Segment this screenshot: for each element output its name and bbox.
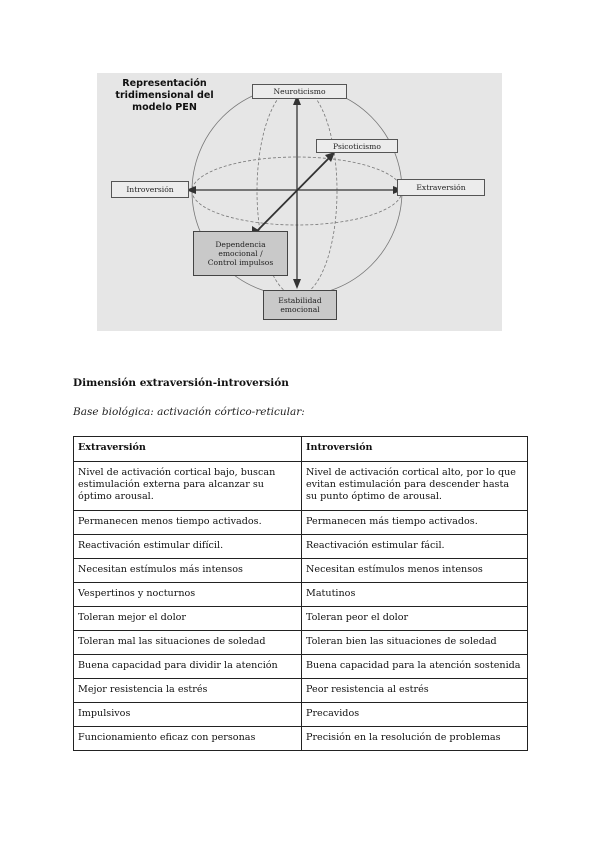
table-row — [74, 655, 528, 679]
table-row — [74, 559, 528, 583]
table-header-row — [74, 437, 528, 462]
label-emotional-dependence: Dependencia emocional / Control impulsos — [193, 231, 288, 276]
cell-extraversion: Toleran mal las situaciones de soledad — [74, 631, 302, 655]
cell-introversion: Precisión en la resolución de problemas — [302, 727, 528, 751]
cell-introversion: Buena capacidad para la atención sostenida — [302, 655, 528, 679]
table-row — [74, 607, 528, 631]
comparison-table — [73, 436, 528, 751]
cell-extraversion: Permanecen menos tiempo activados. — [74, 511, 302, 535]
header-introversion: Introversión — [302, 437, 528, 462]
figure-title: Representación tridimensional del modelo PEN — [115, 78, 214, 113]
cell-introversion: Nivel de activación cortical alto, por lo que evitan estimulación para descender hasta su punto óptimo de arousal. — [302, 462, 528, 511]
cell-introversion: Precavidos — [302, 703, 528, 727]
table-row — [74, 462, 528, 511]
cell-introversion: Toleran bien las situaciones de soledad — [302, 631, 528, 655]
table-row — [74, 703, 528, 727]
table-row — [74, 679, 528, 703]
cell-introversion: Matutinos — [302, 583, 528, 607]
cell-introversion: Toleran peor el dolor — [302, 607, 528, 631]
cell-extraversion: Buena capacidad para dividir la atención — [74, 655, 302, 679]
cell-introversion: Necesitan estímulos menos intensos — [302, 559, 528, 583]
section-subtitle: Base biológica: activación córtico-reticular: — [73, 406, 305, 418]
table-row — [74, 631, 528, 655]
pen-model-figure — [97, 73, 502, 331]
header-extraversion: Extraversión — [74, 437, 302, 462]
cell-extraversion: Necesitan estímulos más intensos — [74, 559, 302, 583]
cell-extraversion: Mejor resistencia la estrés — [74, 679, 302, 703]
label-emotional-stability: Estabilidad emocional — [263, 290, 337, 320]
table-row — [74, 583, 528, 607]
cell-extraversion: Vespertinos y nocturnos — [74, 583, 302, 607]
cell-extraversion: Reactivación estimular difícil. — [74, 535, 302, 559]
cell-introversion: Permanecen más tiempo activados. — [302, 511, 528, 535]
label-psychoticism: Psicoticismo — [316, 139, 398, 153]
section-title: Dimensión extraversión-introversión — [73, 377, 289, 389]
cell-introversion: Reactivación estimular fácil. — [302, 535, 528, 559]
diagonal-axis — [257, 156, 331, 231]
label-introversion: Introversión — [111, 181, 189, 198]
label-neuroticism: Neuroticismo — [252, 84, 347, 99]
cell-introversion: Peor resistencia al estrés — [302, 679, 528, 703]
cell-extraversion: Nivel de activación cortical bajo, buscan estimulación externa para alcanzar su óptimo arousal. — [74, 462, 302, 511]
vertical-axis-arrow-down — [293, 279, 301, 289]
table-row — [74, 535, 528, 559]
table-row — [74, 511, 528, 535]
cell-extraversion: Toleran mejor el dolor — [74, 607, 302, 631]
cell-extraversion: Impulsivos — [74, 703, 302, 727]
cell-extraversion: Funcionamiento eficaz con personas — [74, 727, 302, 751]
table-row — [74, 727, 528, 751]
label-extraversion: Extraversión — [397, 179, 485, 196]
